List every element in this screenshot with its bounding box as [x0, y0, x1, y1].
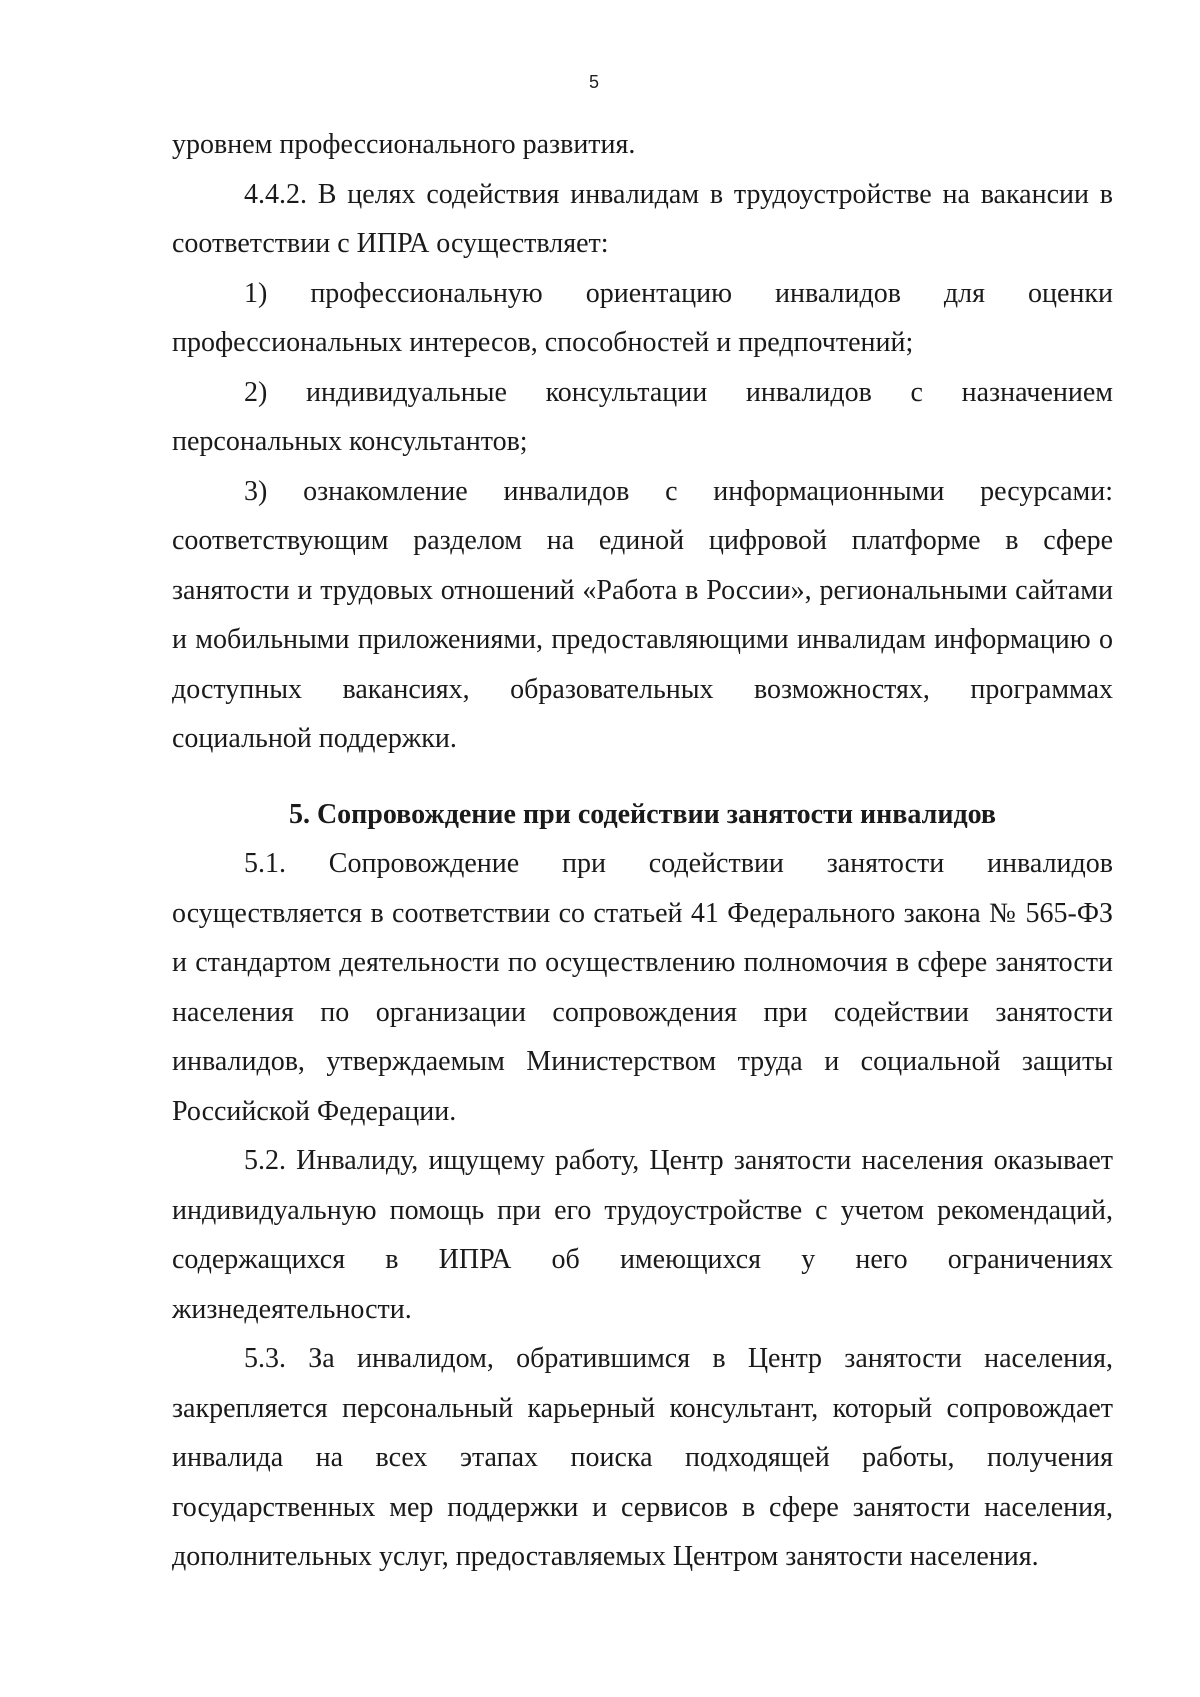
spacer [172, 764, 1113, 790]
list-item-3: 3) ознакомление инвалидов с информационными ресурсами: соответствующим разделом на единой цифровой платформе в сфере занятости и трудовых отношений «Работа в России», региональными сайтами и мобильными приложениями, предоставляющими инвалидам информацию о доступных вакансиях, образовательных возможностях, программах социальной поддержки. [172, 475, 1113, 754]
paragraph-5-3: 5.3. За инвалидом, обратившимся в Центр занятости населения, закрепляется персональный карьерный консультант, который сопровождает инвалида на всех этапах поиска подходящей работы, получения государственных мер поддержки и сервисов в сфере занятости населения, дополнительных услуг, предоставляемых Центром занятости населения. [172, 1343, 1113, 1572]
list-item-1: 1) профессиональную ориентацию инвалидов для оценки профессиональных интересов, способностей и предпочтений; [172, 277, 1113, 358]
paragraph-5-1: 5.1. Сопровождение при содействии занятости инвалидов осуществляется в соответствии со статьей 41 Федерального закона № 565-ФЗ и стандартом деятельности по осуществлению полномочия в сфере занятости населения по организации сопровождения при содействии занятости инвалидов, утверждаемым Министерством труда и социальной защиты Российской Федерации. [172, 848, 1113, 1127]
section-heading: 5. Сопровождение при содействии занятости инвалидов [288, 798, 997, 830]
paragraph-4-4-2: 4.4.2. В целях содействия инвалидам в трудоустройстве на вакансии в соответствии с ИПРА осуществляет: [172, 178, 1113, 259]
paragraph-5-2: 5.2. Инвалиду, ищущему работу, Центр занятости населения оказывает индивидуальную помощь при его трудоустройстве с учетом рекомендаций, содержащихся в ИПРА об имеющихся у него ограничениях жизнедеятельности. [172, 1145, 1113, 1325]
document-body [172, 120, 1113, 1582]
list-item-2: 2) индивидуальные консультации инвалидов с назначением персональных консультантов; [172, 376, 1113, 457]
page-number: 5 [588, 72, 599, 92]
paragraph-continuation: уровнем профессионального развития. [172, 129, 636, 160]
